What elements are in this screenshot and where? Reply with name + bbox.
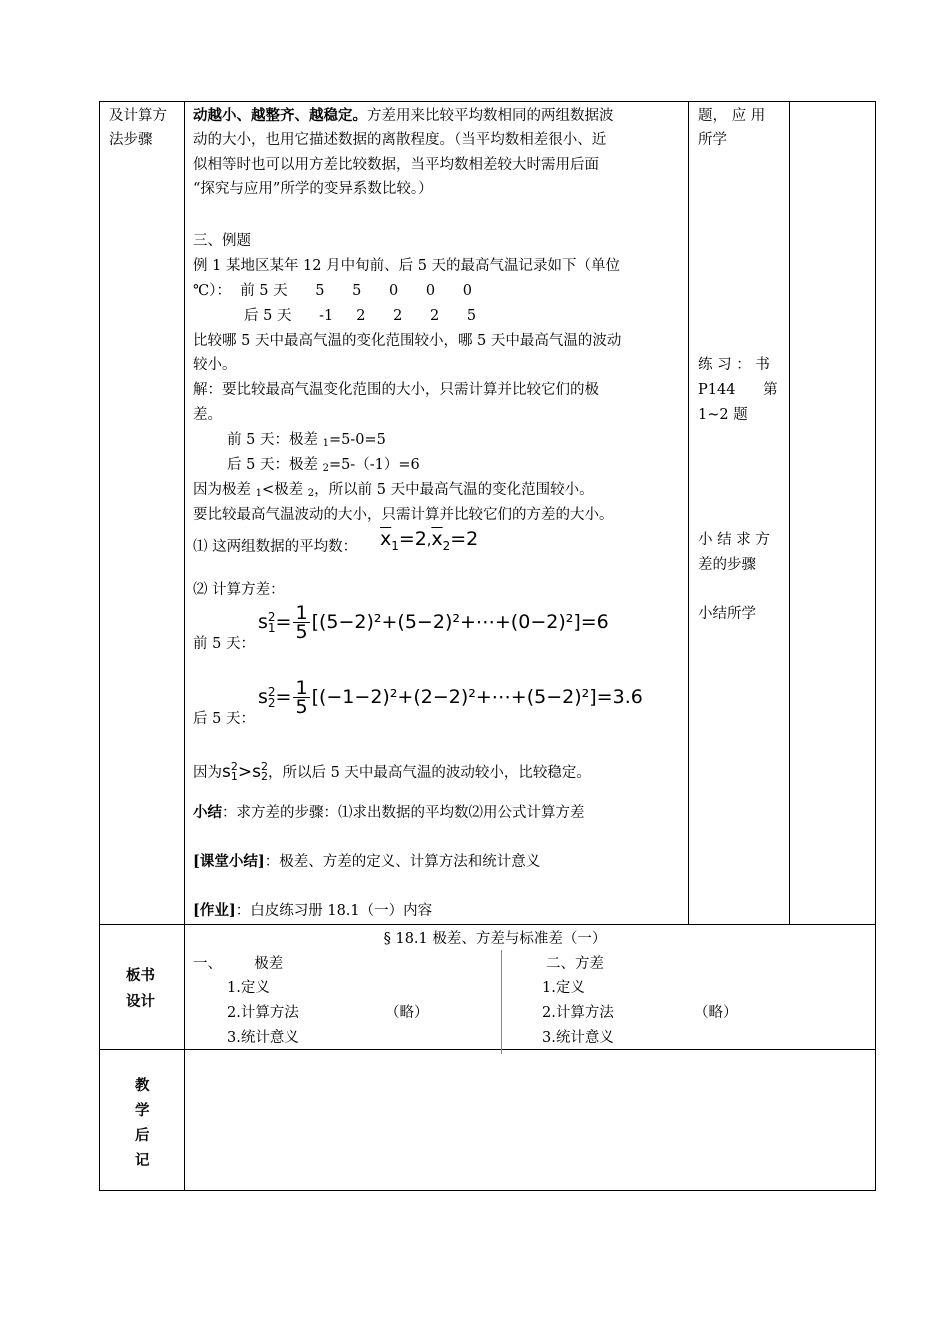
intro-bold: 动越小、越整齐、越稳定。 [193, 107, 367, 124]
back-label: 后 5 天： [193, 711, 255, 727]
summary-text: ：求方差的步骤：⑴求出数据的平均数⑵用公式计算方差 [222, 805, 585, 821]
mean2-sub: 2 [442, 538, 451, 553]
intro-line1 [193, 104, 614, 128]
equals: = [275, 611, 292, 633]
note3-line1: 小 结 求 方 [698, 532, 770, 548]
sub-1: 1 [267, 620, 276, 635]
sup-2: 2 [267, 684, 276, 699]
range-back-label: 后 5 天：极差 [227, 457, 323, 473]
sub-2: 2 [260, 770, 268, 783]
s-symbol: s [252, 762, 261, 782]
class-summary-text: ：极差、方差的定义、计算方法和统计意义 [264, 854, 541, 870]
numerator: 1 [295, 677, 308, 699]
range-back-value: =5-（-1）=6 [328, 457, 420, 473]
note1-line1: 题， 应 用 [698, 108, 766, 124]
compare-part-c: ，所以前 5 天中最高气温的变化范围较小。 [314, 482, 594, 498]
board-label-line1: 板书 [126, 967, 155, 984]
intro-line4: “探究与应用”所学的变异系数比较。） [193, 181, 433, 197]
intro-line2: 动的大小，也用它描述数据的离散程度。（当平均数相差很小、近 [193, 132, 607, 148]
denominator: 5 [295, 696, 308, 718]
range-front-sub: 1 [322, 438, 329, 449]
compare-part-b: <极差 [261, 482, 308, 498]
back-variance-body: [(−1−2)²+(2−2)²+⋯+(5−2)²]=3.6 [311, 686, 643, 708]
board-right-item1: 1.定义 [542, 980, 585, 996]
sup-2: 2 [260, 760, 268, 773]
table-border-top [99, 101, 876, 102]
board-left-item2: 2.计算方法 [227, 1005, 299, 1021]
homework-text: ：白皮练习册 18.1（一）内容 [235, 903, 433, 919]
board-left-item3: 3.统计意义 [227, 1030, 299, 1046]
board-left-heading: 一、 极差 [193, 956, 284, 972]
board-left-note: （略） [385, 1005, 429, 1021]
variance-inequality [222, 762, 268, 782]
table-border-bottom [99, 1190, 876, 1191]
reflection-label-line4: 记 [135, 1152, 150, 1169]
mean1-value: =2 [398, 528, 427, 550]
range-front-label: 前 5 天：极差 [227, 432, 323, 448]
because-line [193, 760, 591, 785]
homework-line [193, 899, 432, 923]
front-variance-body: [(5−2)²+(5−2)²+⋯+(0−2)²]=6 [311, 611, 609, 633]
board-right-note: （略） [694, 1005, 738, 1021]
sub-2: 2 [267, 695, 276, 710]
table-border-right [875, 101, 876, 1191]
board-title: § 18.1 极差、方差与标准差（一） [383, 931, 607, 947]
mean1-sub: 1 [391, 538, 399, 553]
variance-back-formula [258, 679, 643, 716]
class-summary-line [193, 850, 540, 874]
summary-line [193, 801, 585, 825]
greater-than: > [237, 762, 253, 782]
board-label-line2: 设计 [126, 993, 155, 1010]
example-line5: 较小。 [193, 357, 237, 373]
board-left-item1: 1.定义 [227, 980, 270, 996]
intro-rest: 方差用来比较平均数相同的两组数据波 [367, 108, 614, 124]
board-right-item2: 2.计算方法 [542, 1005, 614, 1021]
compare-part-a: 因为极差 [193, 482, 256, 498]
range-front [227, 428, 386, 456]
example-line3: 后 5 天 -1 2 2 2 5 [244, 308, 477, 324]
intro-line3: 似相等时也可以用方差比较数据，当平均数相差较大时需用后面 [193, 157, 599, 173]
mean1-symbol: $\overline{x}$ [380, 528, 392, 550]
row-divider-board [99, 924, 876, 925]
fraction-one-fifth [293, 679, 309, 716]
reflection-label-line1: 教 [135, 1077, 150, 1094]
fraction-one-fifth [293, 604, 309, 641]
section-heading-examples: 三、例题 [193, 233, 251, 249]
variance-front-formula [258, 604, 609, 641]
step2-label: ⑵ 计算方差： [193, 582, 285, 598]
homework-label: [作业] [193, 902, 236, 919]
reflection-label-line2: 学 [135, 1102, 150, 1119]
note1-line2: 所学 [698, 132, 727, 148]
solution-line2: 差。 [193, 407, 222, 423]
board-divider [501, 950, 502, 1054]
range-back [227, 453, 420, 481]
mean2-symbol: $\overline{x}$ [431, 528, 443, 550]
column-divider-2 [688, 101, 689, 925]
step1-label: ⑴ 这两组数据的平均数： [193, 539, 358, 555]
variance-intro: 要比较最高气温波动的大小，只需计算并比较它们的方差的大小。 [193, 507, 614, 523]
table-border-left [99, 101, 100, 1191]
reflection-label-line3: 后 [135, 1127, 150, 1144]
mean2-value: =2 [450, 528, 479, 550]
class-summary-label: [课堂小结] [193, 853, 265, 870]
compare-sub1: 1 [255, 488, 262, 499]
note2-line1: 练 习 ： 书 [698, 357, 770, 373]
example-line1: 例 1 某地区某年 12 月中旬前、后 5 天的最高气温记录如下（单位 [193, 258, 621, 274]
s-symbol: s [258, 611, 268, 633]
column-divider-3 [789, 101, 790, 925]
range-front-value: =5-0=5 [328, 432, 386, 448]
board-right-item3: 3.统计意义 [542, 1030, 614, 1046]
compare-sub2: 2 [307, 488, 315, 499]
numerator: 1 [295, 602, 308, 624]
front-label: 前 5 天： [193, 636, 255, 652]
summary-label: 小结 [193, 804, 222, 821]
note2-line2: P144 第 [698, 382, 778, 398]
method-label-line2: 法步骤 [109, 132, 153, 148]
example-line4: 比较哪 5 天中最高气温的变化范围较小，哪 5 天中最高气温的波动 [193, 333, 622, 349]
column-divider-1 [184, 101, 185, 1191]
method-label-line1: 及计算方 [109, 108, 167, 124]
sub-1: 1 [230, 770, 238, 783]
board-right-heading: 二、方差 [546, 956, 604, 972]
because-suffix: ，所以后 5 天中最高气温的波动较小，比较稳定。 [267, 765, 591, 781]
equals: = [275, 686, 292, 708]
row-divider-reflection [99, 1049, 876, 1050]
mean-separator: , [426, 533, 432, 549]
denominator: 5 [295, 621, 308, 643]
note2-line3: 1~2 题 [698, 407, 748, 423]
mean-formula [380, 527, 478, 558]
note3-line2: 差的步骤 [698, 557, 756, 573]
example-line2: ℃）： 前 5 天 5 5 0 0 0 [193, 283, 473, 299]
sup-2: 2 [267, 609, 276, 624]
because-prefix: 因为 [193, 765, 222, 781]
range-back-sub: 2 [322, 463, 329, 474]
s-symbol: s [222, 762, 231, 782]
note4: 小结所学 [698, 606, 756, 622]
solution-line1: 解：要比较最高气温变化范围的大小，只需计算并比较它们的极 [193, 382, 599, 398]
s-symbol: s [258, 686, 268, 708]
range-compare [193, 478, 594, 506]
sup-2: 2 [230, 760, 238, 773]
